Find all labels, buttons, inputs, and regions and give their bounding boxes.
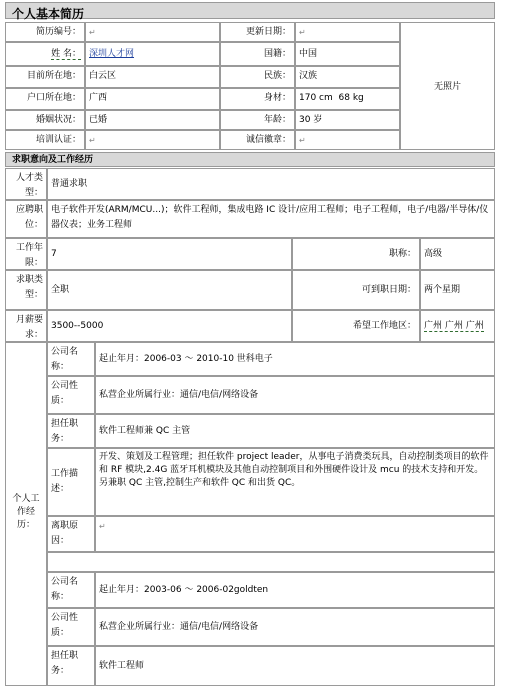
- job2-nature: 私营企业所属行业：通信/电信/网络设备: [95, 608, 495, 646]
- available-value: 两个星期: [420, 270, 495, 310]
- job1-role-label: 担任职务：: [47, 414, 95, 448]
- height-weight-label: 身材：: [220, 88, 295, 110]
- section-job-header: 求职意向及工作经历: [5, 152, 495, 167]
- nationality-label: 国籍：: [220, 42, 295, 66]
- hukou-label: 户口所在地：: [5, 88, 85, 110]
- job1-leave: ↵: [95, 516, 495, 552]
- title-job-value: 高级: [420, 238, 495, 270]
- marital-value: 已婚: [85, 110, 220, 130]
- years-label: 工作年限：: [5, 238, 47, 270]
- years-value: 7: [47, 238, 292, 270]
- hukou-value: 广西: [85, 88, 220, 110]
- resume-no-label: 简历编号：: [5, 22, 85, 42]
- photo-cell: 无照片: [400, 22, 495, 150]
- nationality-value: 中国: [295, 42, 400, 66]
- job2-company-label: 公司名称：: [47, 572, 95, 608]
- height-weight-value: 170 cm 68 kg: [295, 88, 400, 110]
- job1-leave-label: 离职原因：: [47, 516, 95, 552]
- job1-period: 起止年月：2006-03 ～ 2010-10 世科电子: [95, 342, 495, 376]
- job1-description-label: 工作描述：: [47, 448, 95, 516]
- ethnicity-label: 民族：: [220, 66, 295, 88]
- name-label: 姓 名：: [5, 42, 85, 66]
- credit-label: 诚信徽章：: [220, 130, 295, 150]
- position-value: 电子软件开发(ARM/MCU...)；软件工程师，集成电路 IC 设计/应用工程师；电子工程师，电子/电器/半导体/仪器仪表；业务工程师: [47, 200, 495, 238]
- job2-period: 起止年月：2003-06 ～ 2006-02goldten: [95, 572, 495, 608]
- available-label: 可到职日期：: [292, 270, 420, 310]
- talent-type-value: 普通求职: [47, 168, 495, 200]
- job1-company-label: 公司名称：: [47, 342, 95, 376]
- work-area-value: 广州 广州 广州: [420, 310, 495, 342]
- updated-label: 更新日期：: [220, 22, 295, 42]
- work-area-label: 希望工作地区：: [292, 310, 420, 342]
- salary-value: 3500--5000: [47, 310, 292, 342]
- ethnicity-value: 汉族: [295, 66, 400, 88]
- page-title: 个人基本简历: [5, 2, 495, 19]
- location-label: 目前所在地：: [5, 66, 85, 88]
- job2-nature-label: 公司性质：: [47, 608, 95, 646]
- location-value: 白云区: [85, 66, 220, 88]
- training-label: 培训认证：: [5, 130, 85, 150]
- job1-description: [95, 448, 495, 516]
- job1-nature: 私营企业所属行业：通信/电信/网络设备: [95, 376, 495, 414]
- job1-description-extra: 另兼职 QC 主管,控制生产和软件 QC 和出货 QC。: [99, 478, 301, 488]
- updated-value: ↵: [295, 22, 400, 42]
- age-label: 年龄：: [220, 110, 295, 130]
- job-type-label: 求职类型：: [5, 270, 47, 310]
- salary-label: 月薪要求：: [5, 310, 47, 342]
- job1-role: 软件工程师兼 QC 主管: [95, 414, 495, 448]
- experience-label: 个人工作经历：: [5, 342, 47, 686]
- resume-no-value: ↵: [85, 22, 220, 42]
- job-type-value: 全职: [47, 270, 292, 310]
- name-value: 深圳人才网: [85, 42, 220, 66]
- job2-role: 软件工程师: [95, 646, 495, 686]
- credit-value: ↵: [295, 130, 400, 150]
- marital-label: 婚姻状况：: [5, 110, 85, 130]
- job2-role-label: 担任职务：: [47, 646, 95, 686]
- talent-type-label: 人才类型：: [5, 168, 47, 200]
- title-job-label: 职称：: [292, 238, 420, 270]
- job1-description-main: 开发、策划及工程管理；担任软件 project leader，从事电子消费类玩具，自动控制类项目的软件和 RF 模块,2.4G 蓝牙耳机模块及其他自动控制项目和外围硬件设计及 mcu 的技术支持和开发。: [99, 452, 489, 475]
- spacer-row: [47, 552, 495, 572]
- job1-nature-label: 公司性质：: [47, 376, 95, 414]
- age-value: 30 岁: [295, 110, 400, 130]
- position-label: 应聘职位：: [5, 200, 47, 238]
- training-value: ↵: [85, 130, 220, 150]
